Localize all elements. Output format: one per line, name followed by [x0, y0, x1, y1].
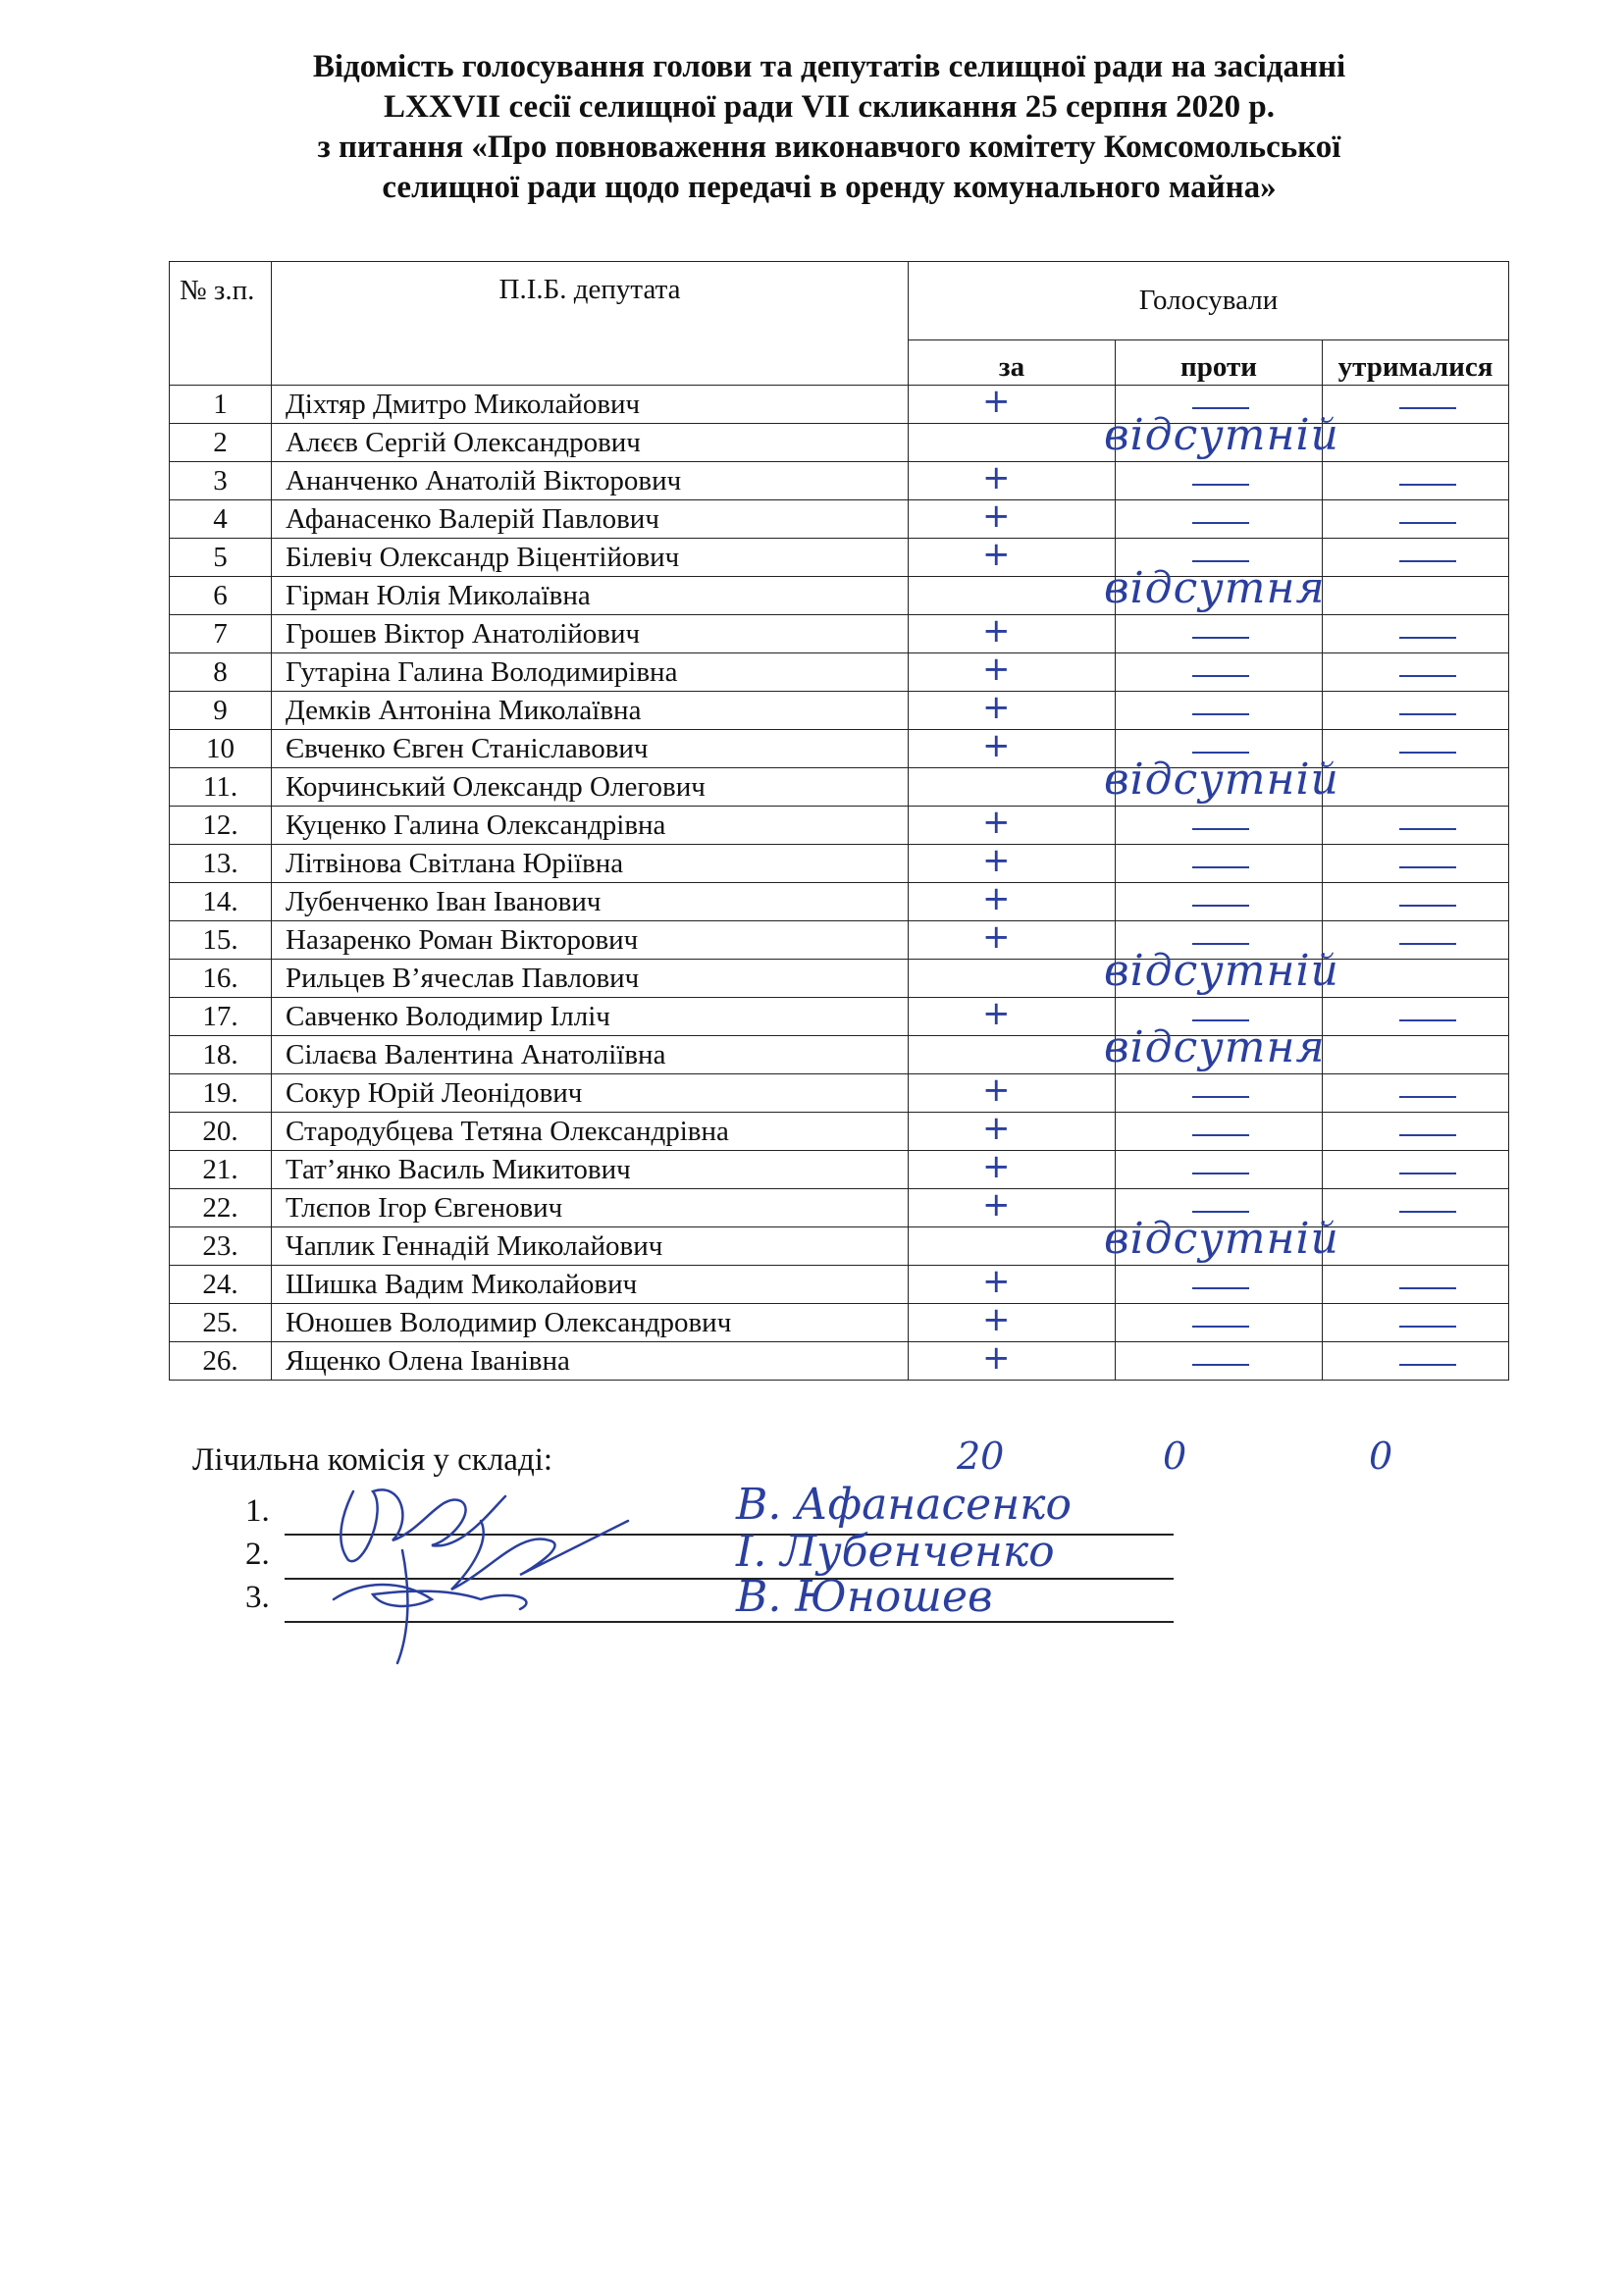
row-number: 23.: [170, 1227, 272, 1266]
header-voted: Голосували: [909, 262, 1509, 340]
plus-mark: +: [982, 879, 1011, 918]
dash-mark: [1192, 1287, 1249, 1289]
dash-mark: [1399, 1134, 1456, 1136]
vote-cell-abstain: [1323, 500, 1509, 539]
plus-mark: +: [982, 382, 1011, 421]
row-number: 5: [170, 539, 272, 577]
table-row: [170, 1074, 1509, 1113]
vote-cell-against: [1116, 883, 1323, 921]
plus-mark: +: [982, 1262, 1011, 1301]
vote-cell-abstain: [1323, 1151, 1509, 1189]
deputy-name: Афанасенко Валерій Павлович: [272, 500, 909, 539]
vote-cell-abstain: [1323, 462, 1509, 500]
vote-cell-abstain: [1323, 1304, 1509, 1342]
title-line-1: Відомість голосування голови та депутатів селищної ради на засіданні: [312, 49, 1346, 84]
vote-cell-for: [909, 650, 1116, 692]
vote-cell-against: [1116, 807, 1323, 845]
table-row: [170, 883, 1509, 921]
row-number: 17.: [170, 998, 272, 1036]
dash-mark: [1399, 1287, 1456, 1289]
vote-cell-for: [909, 1338, 1116, 1381]
commission-member-num: 1.: [245, 1493, 270, 1529]
row-number: 3: [170, 462, 272, 500]
vote-cell-for: [909, 424, 1116, 462]
dash-mark: [1399, 484, 1456, 486]
deputy-name: Літвінова Світлана Юріївна: [272, 845, 909, 883]
table-row: [170, 1151, 1509, 1189]
vote-cell-abstain: [1323, 386, 1509, 424]
vote-cell-for: [909, 535, 1116, 577]
vote-cell-for: [909, 768, 1116, 807]
vote-cell-against: [1116, 1266, 1323, 1304]
dash-mark: [1192, 1364, 1249, 1366]
plus-mark: +: [982, 535, 1011, 574]
vote-cell-abstain: [1323, 692, 1509, 730]
plus-mark: +: [982, 1147, 1011, 1186]
dash-mark: [1192, 484, 1249, 486]
vote-cell-against: [1116, 1151, 1323, 1189]
dash-mark: [1192, 637, 1249, 639]
dash-mark: [1192, 828, 1249, 830]
vote-cell-against: [1116, 653, 1323, 692]
commission-member-num: 3.: [245, 1580, 270, 1615]
row-number: 13.: [170, 845, 272, 883]
row-number: 1: [170, 386, 272, 424]
vote-cell-abstain: [1323, 845, 1509, 883]
title-line-3: з питання «Про повноваження виконавчого комітету Комсомольської: [317, 130, 1341, 165]
dash-mark: [1399, 866, 1456, 868]
vote-cell-abstain: [1323, 921, 1509, 960]
row-number: 9: [170, 692, 272, 730]
counting-commission-label: Лічильна комісія у складі:: [192, 1442, 553, 1478]
dash-mark: [1192, 905, 1249, 907]
plus-mark: +: [982, 726, 1011, 765]
total-for: 20: [957, 1434, 1005, 1478]
plus-mark: +: [982, 496, 1011, 536]
dash-mark: [1399, 1326, 1456, 1328]
vote-cell-for: [909, 1036, 1116, 1074]
vote-cell-for: [909, 726, 1116, 768]
plus-mark: +: [982, 458, 1011, 497]
table-row: [170, 653, 1509, 692]
vote-cell-against: [1116, 692, 1323, 730]
dash-mark: [1399, 713, 1456, 715]
deputy-name: Рильцев В’ячеслав Павлович: [272, 960, 909, 998]
vote-cell-for: [909, 1109, 1116, 1151]
commission-member-name: В. Афанасенко: [736, 1480, 1072, 1530]
title-line-4: селищної ради щодо передачі в оренду комунального майна»: [382, 170, 1277, 205]
plus-mark: +: [982, 1070, 1011, 1110]
deputy-name: Тлєпов Ігор Євгенович: [272, 1189, 909, 1227]
vote-cell-for: [909, 1262, 1116, 1304]
vote-cell-abstain: [1323, 960, 1509, 998]
deputy-name: Савченко Володимир Ілліч: [272, 998, 909, 1036]
vote-cell-against: [1116, 500, 1323, 539]
row-number: 10: [170, 730, 272, 768]
row-number: 14.: [170, 883, 272, 921]
deputy-name: Сілаєва Валентина Анатоліївна: [272, 1036, 909, 1074]
vote-cell-for: [909, 1300, 1116, 1342]
row-number: 22.: [170, 1189, 272, 1227]
vote-cell-abstain: [1323, 1227, 1509, 1266]
header-for: за: [909, 339, 1116, 385]
table-row: [170, 807, 1509, 845]
plus-mark: +: [982, 994, 1011, 1033]
absent-note: відсутній: [1104, 754, 1339, 805]
vote-cell-against: [1116, 845, 1323, 883]
vote-cell-for: [909, 841, 1116, 883]
vote-cell-for: [909, 960, 1116, 998]
deputy-name: Євченко Євген Станіславович: [272, 730, 909, 768]
row-number: 19.: [170, 1074, 272, 1113]
dash-mark: [1399, 828, 1456, 830]
vote-cell-against: [1116, 1113, 1323, 1151]
plus-mark: +: [982, 917, 1011, 957]
dash-mark: [1399, 1211, 1456, 1213]
dash-mark: [1399, 522, 1456, 524]
table-row: [170, 500, 1509, 539]
absent-note: відсутній: [1104, 409, 1339, 460]
vote-cell-for: [909, 1070, 1116, 1113]
handwritten-signatures: [294, 1452, 667, 1678]
header-name: П.І.Б. депутата: [272, 262, 909, 386]
commission-member-num: 2.: [245, 1537, 270, 1572]
vote-cell-abstain: [1323, 1266, 1509, 1304]
vote-cell-abstain: [1323, 424, 1509, 462]
plus-mark: +: [982, 611, 1011, 651]
vote-cell-abstain: [1323, 577, 1509, 615]
vote-cell-abstain: [1323, 1342, 1509, 1381]
dash-mark: [1192, 675, 1249, 677]
vote-cell-for: [909, 1185, 1116, 1227]
title-line-2: LXXVII сесії селищної ради VII скликання 25 серпня 2020 р.: [384, 89, 1275, 125]
dash-mark: [1192, 1134, 1249, 1136]
deputy-name: Лубенченко Іван Іванович: [272, 883, 909, 921]
plus-mark: +: [982, 841, 1011, 880]
vote-cell-abstain: [1323, 615, 1509, 653]
table-row: [170, 1266, 1509, 1304]
document-title: [177, 47, 1482, 208]
vote-cell-for: [909, 994, 1116, 1036]
vote-cell-abstain: [1323, 1074, 1509, 1113]
vote-cell-against: [1116, 1304, 1323, 1342]
deputy-name: Куценко Галина Олександрівна: [272, 807, 909, 845]
deputy-name: Ананченко Анатолій Вікторович: [272, 462, 909, 500]
deputy-name: Юношев Володимир Олександрович: [272, 1304, 909, 1342]
row-number: 12.: [170, 807, 272, 845]
deputy-name: Ященко Олена Іванівна: [272, 1342, 909, 1381]
plus-mark: +: [982, 650, 1011, 689]
row-number: 26.: [170, 1342, 272, 1381]
table-row: [170, 615, 1509, 653]
row-number: 11.: [170, 768, 272, 807]
dash-mark: [1192, 866, 1249, 868]
deputy-name: Стародубцева Тетяна Олександрівна: [272, 1113, 909, 1151]
vote-cell-abstain: [1323, 768, 1509, 807]
dash-mark: [1399, 1364, 1456, 1366]
vote-cell-abstain: [1323, 807, 1509, 845]
deputy-name: Діхтяр Дмитро Миколайович: [272, 386, 909, 424]
table-row: [170, 692, 1509, 730]
dash-mark: [1399, 905, 1456, 907]
row-number: 15.: [170, 921, 272, 960]
row-number: 2: [170, 424, 272, 462]
dash-mark: [1399, 407, 1456, 409]
dash-mark: [1192, 713, 1249, 715]
vote-cell-for: [909, 803, 1116, 845]
vote-cell-for: [909, 879, 1116, 921]
total-against: 0: [1163, 1434, 1187, 1478]
vote-cell-for: [909, 611, 1116, 653]
dash-mark: [1399, 1096, 1456, 1098]
dash-mark: [1399, 637, 1456, 639]
dash-mark: [1192, 1096, 1249, 1098]
row-number: 8: [170, 653, 272, 692]
dash-mark: [1192, 522, 1249, 524]
vote-cell-against: [1116, 615, 1323, 653]
vote-cell-for: [909, 688, 1116, 730]
absent-note: відсутній: [1104, 945, 1339, 996]
dash-mark: [1399, 752, 1456, 754]
header-number: № з.п.: [170, 262, 272, 386]
plus-mark: +: [982, 1300, 1011, 1339]
row-number: 7: [170, 615, 272, 653]
header-against: проти: [1116, 339, 1323, 385]
deputy-name: Чаплик Геннадій Миколайович: [272, 1227, 909, 1266]
deputy-name: Гірман Юлія Миколаївна: [272, 577, 909, 615]
plus-mark: +: [982, 688, 1011, 727]
table-row: [170, 1304, 1509, 1342]
vote-cell-abstain: [1323, 653, 1509, 692]
vote-cell-for: [909, 458, 1116, 500]
dash-mark: [1399, 560, 1456, 562]
row-number: 18.: [170, 1036, 272, 1074]
deputy-name: Грошев Віктор Анатолійович: [272, 615, 909, 653]
vote-cell-against: [1116, 1342, 1323, 1381]
commission-member-name: І. Лубенченко: [736, 1527, 1055, 1577]
plus-mark: +: [982, 1338, 1011, 1378]
vote-cell-for: [909, 1147, 1116, 1189]
deputy-name: Тат’янко Василь Микитович: [272, 1151, 909, 1189]
vote-cell-for: [909, 1227, 1116, 1266]
table-row: [170, 1113, 1509, 1151]
row-number: 25.: [170, 1304, 272, 1342]
vote-cell-abstain: [1323, 1113, 1509, 1151]
dash-mark: [1399, 1173, 1456, 1174]
deputy-name: Сокур Юрій Леонідович: [272, 1074, 909, 1113]
vote-cell-abstain: [1323, 1036, 1509, 1074]
deputy-name: Гутаріна Галина Володимирівна: [272, 653, 909, 692]
vote-cell-for: [909, 496, 1116, 539]
total-abstain: 0: [1369, 1434, 1393, 1478]
absent-note: відсутня: [1104, 562, 1326, 613]
header-abstain: утрималися: [1323, 339, 1509, 385]
vote-cell-abstain: [1323, 998, 1509, 1036]
dash-mark: [1399, 675, 1456, 677]
deputy-name: Шишка Вадим Миколайович: [272, 1266, 909, 1304]
row-number: 20.: [170, 1113, 272, 1151]
deputy-name: Корчинський Олександр Олегович: [272, 768, 909, 807]
table-row: [170, 462, 1509, 500]
absent-note: відсутній: [1104, 1213, 1339, 1264]
row-number: 24.: [170, 1266, 272, 1304]
vote-cell-for: [909, 577, 1116, 615]
row-number: 21.: [170, 1151, 272, 1189]
vote-cell-abstain: [1323, 730, 1509, 768]
deputy-name: Алєєв Сергій Олександрович: [272, 424, 909, 462]
dash-mark: [1192, 1326, 1249, 1328]
vote-cell-abstain: [1323, 539, 1509, 577]
row-number: 4: [170, 500, 272, 539]
vote-cell-abstain: [1323, 1189, 1509, 1227]
deputy-name: Назаренко Роман Вікторович: [272, 921, 909, 960]
plus-mark: +: [982, 803, 1011, 842]
commission-member-name: В. Юношев: [736, 1572, 993, 1622]
vote-cell-abstain: [1323, 883, 1509, 921]
row-number: 16.: [170, 960, 272, 998]
vote-cell-against: [1116, 462, 1323, 500]
vote-cell-for: [909, 917, 1116, 960]
vote-cell-for: [909, 382, 1116, 424]
row-number: 6: [170, 577, 272, 615]
plus-mark: +: [982, 1109, 1011, 1148]
dash-mark: [1192, 1173, 1249, 1174]
table-row: [170, 845, 1509, 883]
absent-note: відсутня: [1104, 1021, 1326, 1072]
table-row: [170, 1342, 1509, 1381]
deputy-name: Білевіч Олександр Віцентійович: [272, 539, 909, 577]
vote-cell-against: [1116, 1074, 1323, 1113]
dash-mark: [1399, 1019, 1456, 1021]
deputy-name: Демків Антоніна Миколаївна: [272, 692, 909, 730]
plus-mark: +: [982, 1185, 1011, 1225]
dash-mark: [1399, 943, 1456, 945]
